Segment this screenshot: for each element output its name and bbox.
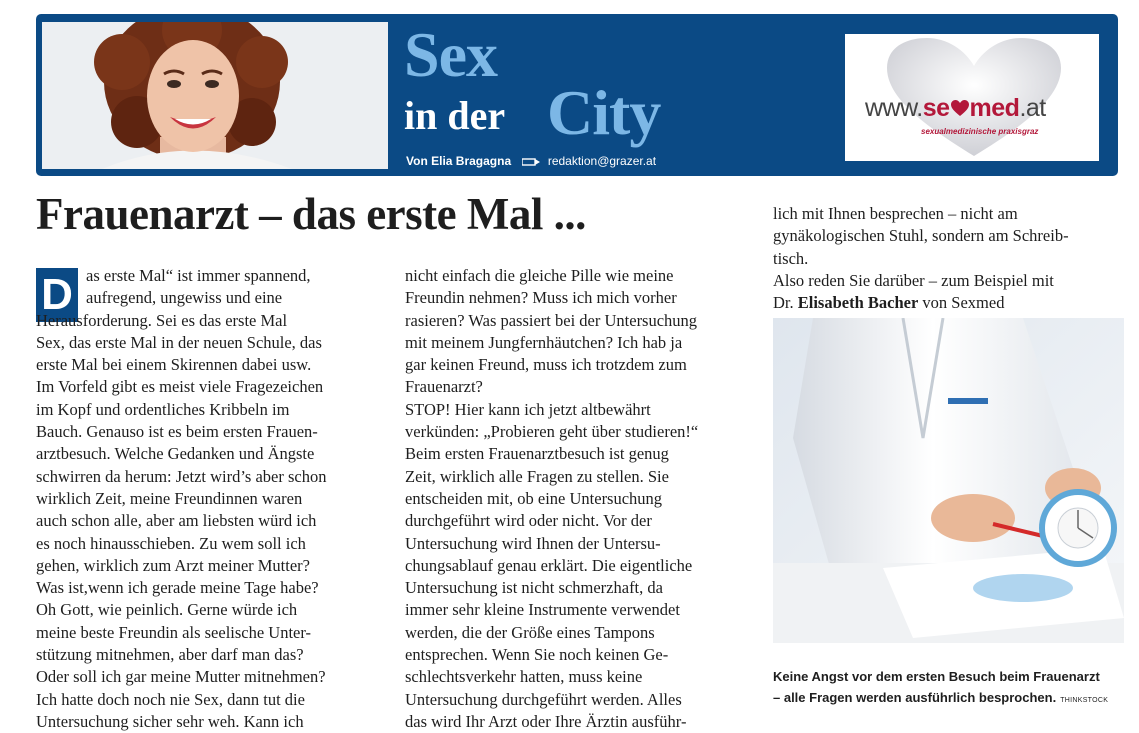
article-line: tisch. <box>773 248 809 268</box>
article-line: Bauch. Genauso ist es beim ersten Frauen- <box>36 422 318 442</box>
article-line: wirklich Zeit, meine Freundinnen waren <box>36 488 303 508</box>
article-headline: Frauenarzt – das erste Mal ... <box>36 189 586 239</box>
article-line: Freundin nehmen? Muss ich mich vorher <box>405 288 677 308</box>
doctor-title: Dr. <box>773 293 798 313</box>
article-line: immer sehr kleine Instrumente verwendet <box>405 600 680 620</box>
article-line: das wird Ihr Arzt oder Ihre Ärztin ausführ- <box>405 711 687 731</box>
caption-line-1: Keine Angst vor dem ersten Besuch beim Frauenarzt <box>773 669 1100 684</box>
pencil-icon <box>522 158 540 166</box>
article-line: Frauenarzt? <box>405 377 483 397</box>
article-line: Zeit, wirklich alle Fragen zu stellen. Sie <box>405 466 669 486</box>
ad-url-prefix: www. <box>865 94 923 122</box>
column-title-sex: Sex <box>404 19 497 90</box>
article-line: arztbesuch. Welche Gedanken und Ängste <box>36 444 315 464</box>
article-line: lich mit Ihnen besprechen – nicht am <box>773 204 1018 223</box>
doctor-name: Elisabeth Bacher <box>797 293 919 313</box>
ad-url-suffix: .at <box>1019 94 1046 122</box>
article-line: gar keinen Freund, muss ich trotzdem zum <box>405 355 687 375</box>
article-line: Oder soll ich gar meine Mutter mitnehmen? <box>36 667 326 687</box>
article-line: chungsablauf genau erklärt. Die eigentliche <box>405 555 693 575</box>
article-line: rasieren? Was passiert bei der Untersuchung <box>405 310 698 330</box>
article-line: Untersuchung wird Ihnen der Untersu- <box>405 533 661 553</box>
doctor-affiliation: von Sexmed <box>918 293 1005 313</box>
article-line: Beim ersten Frauenarztbesuch ist genug <box>405 444 669 464</box>
article-line: Ich hatte doch noch nie Sex, dann tut die <box>36 689 305 709</box>
byline <box>406 154 656 168</box>
article-line: Untersuchung ist nicht schmerzhaft, da <box>405 578 663 598</box>
article-line: Im Vorfeld gibt es meist viele Fragezeichen <box>36 377 324 397</box>
photo-caption <box>773 666 1133 711</box>
column-banner <box>36 14 1118 176</box>
article-column-3 <box>773 203 1069 314</box>
article-line: entsprechen. Wenn Sie noch keinen Ge- <box>405 645 669 665</box>
author-portrait <box>42 22 388 169</box>
article-line: schlechtsverkehr hatten, muss keine <box>405 667 643 687</box>
article-line: es noch hinausschieben. Zu wem soll ich <box>36 533 306 553</box>
article-line: entscheiden mit, ob eine Untersuchung <box>405 488 663 508</box>
article-line: STOP! Hier kann ich jetzt altbewährt <box>405 399 651 419</box>
byline-author: Von Elia Bragagna <box>406 154 512 168</box>
article-line: as erste Mal“ ist immer spannend, <box>86 266 311 285</box>
article-line: schwirren da herum: Jetzt wird’s aber schon <box>36 466 327 486</box>
article-line: werden, die der Größe eines Tampons <box>405 622 655 642</box>
article-line: verkünden: „Probieren geht über studieren!“ <box>405 422 699 442</box>
ad-tagline: sexualmedizinische praxisgraz <box>921 127 1039 136</box>
photo-credit: THINKSTOCK <box>1060 697 1109 704</box>
article-column-2 <box>405 265 698 733</box>
article-line: meine beste Freundin als seelische Unter- <box>36 622 312 642</box>
article-line: auch schon alle, aber am liebsten würd ich <box>36 511 317 531</box>
drop-cap: D <box>36 268 78 322</box>
sexmed-advertisement[interactable] <box>845 34 1099 161</box>
article-line: nicht einfach die gleiche Pille wie meine <box>405 266 674 285</box>
sexmed-logo <box>865 94 1046 123</box>
heart-x-icon <box>950 99 970 117</box>
ad-brand-right: med <box>969 94 1020 122</box>
article-line: Oh Gott, wie peinlich. Gerne würde ich <box>36 600 298 620</box>
column-title-city: City <box>547 77 661 148</box>
article-line: durchgeführt wird oder nicht. Vor der <box>405 511 652 531</box>
caption-line-2: – alle Fragen werden ausführlich besprochen. <box>773 690 1057 705</box>
article-line: Sex, das erste Mal in der neuen Schule, das <box>36 332 322 352</box>
article-line: stützung mitnehmen, aber darf man das? <box>36 645 304 665</box>
column-title-in-der: in der <box>404 93 506 138</box>
article-line <box>773 292 1069 314</box>
article-line: Herausforderung. Sei es das erste Mal <box>36 310 288 330</box>
article-line: erste Mal bei einem Skirennen dabei usw. <box>36 355 312 375</box>
article-line: Was ist,wenn ich gerade meine Tage habe? <box>36 578 319 598</box>
article-line: gehen, wirklich zum Arzt meiner Mutter? <box>36 555 310 575</box>
article-line: Also reden Sie darüber – zum Beispiel mit <box>773 270 1054 290</box>
article-column-1 <box>36 265 327 733</box>
ad-brand-left: se <box>922 94 950 122</box>
article-line: aufregend, ungewiss und eine <box>86 288 283 308</box>
article-line: mit meinem Jungfernhäutchen? Ich hab ja <box>405 332 683 352</box>
doctor-consultation-photo <box>773 318 1124 643</box>
article-line: gynäkologischen Stuhl, sondern am Schreib- <box>773 226 1069 246</box>
article-line: Untersuchung sicher sehr weh. Kann ich <box>36 711 304 731</box>
article-line: im Kopf und ordentliches Kribbeln im <box>36 399 290 419</box>
byline-email[interactable]: redaktion@grazer.at <box>547 154 657 168</box>
article-line: Untersuchung durchgeführt werden. Alles <box>405 689 682 709</box>
